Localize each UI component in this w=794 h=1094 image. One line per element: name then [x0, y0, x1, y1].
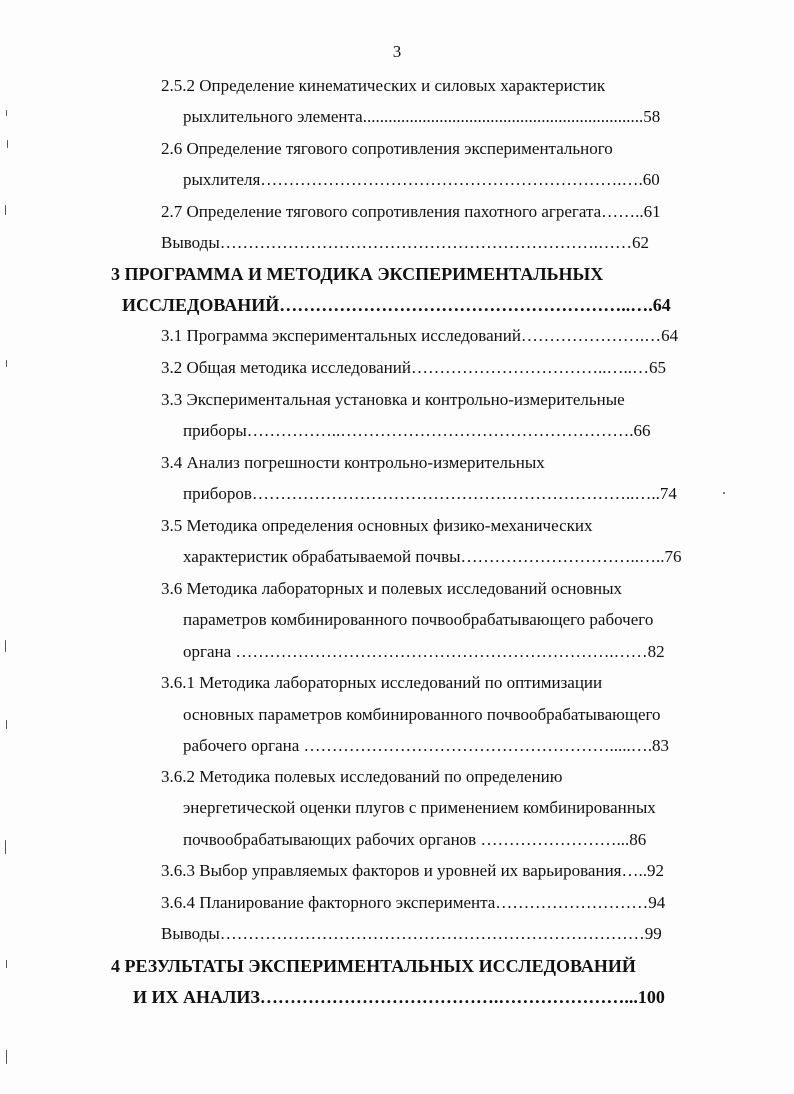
- toc-entry-3-6: 3.6 Методика лабораторных и полевых исследований основных: [161, 579, 623, 598]
- toc-entry-3-6-2-cont-2: почвообрабатывающих рабочих органов ……………………...86: [183, 830, 647, 849]
- toc-entry-3-6-2: 3.6.2 Методика полевых исследований по определению: [161, 767, 563, 786]
- scan-artifact: [6, 360, 7, 367]
- toc-entry-chapter3-conclusions: Выводы…………………………………………………………………99: [161, 924, 662, 943]
- toc-chapter-4-heading: 4 РЕЗУЛЬТАТЫ ЭКСПЕРИМЕНТАЛЬНЫХ ИССЛЕДОВАНИЙ: [111, 956, 636, 976]
- toc-entry-3-6-2-cont-1: энергетической оценки плугов с применением комбинированных: [183, 798, 656, 817]
- toc-entry-3-6-1: 3.6.1 Методика лабораторных исследований по оптимизации: [161, 673, 603, 692]
- page-number: 3: [392, 42, 402, 61]
- toc-entry-3-2: 3.2 Общая методика исследований……………………………..…..…65: [161, 358, 666, 377]
- toc-entry-2-5-2: 2.5.2 Определение кинематических и силовых характеристик: [161, 76, 606, 95]
- scan-artifact: [5, 840, 6, 854]
- scan-artifact: [7, 140, 8, 148]
- toc-entry-3-1: 3.1 Программа экспериментальных исследований………………….…64: [161, 326, 679, 345]
- toc-entry-2-5-2-cont: рыхлительного элемента..................................................................58: [183, 107, 661, 126]
- toc-entry-3-4-cont: приборов…………………………………………………………..…..74: [183, 484, 677, 503]
- toc-entry-3-6-1-cont-1: основных параметров комбинированного почвообрабатывающего: [183, 705, 661, 724]
- toc-entry-chapter2-conclusions: Выводы………………………………………………………….……62: [161, 233, 650, 252]
- toc-chapter-4-heading-cont: И ИХ АНАЛИЗ………………………………….…………………...100: [133, 987, 665, 1007]
- scan-artifact: [5, 205, 6, 215]
- toc-entry-3-5-cont: характеристик обрабатываемой почвы…………………………..…..76: [183, 547, 682, 566]
- scan-artifact: [5, 640, 6, 652]
- scan-artifact: [723, 492, 725, 494]
- scan-artifact: [6, 720, 7, 729]
- toc-chapter-3-heading: 3 ПРОГРАММА И МЕТОДИКА ЭКСПЕРИМЕНТАЛЬНЫХ: [111, 264, 604, 284]
- toc-chapter-3-heading-cont: ИССЛЕДОВАНИЙ…………………………………………………..….64: [122, 295, 671, 315]
- toc-entry-3-4: 3.4 Анализ погрешности контрольно-измерительных: [161, 453, 545, 472]
- scan-artifact: [6, 110, 7, 116]
- toc-entry-3-6-3: 3.6.3 Выбор управляемых факторов и уровней их варьирования…..92: [161, 861, 664, 880]
- toc-entry-3-3: 3.3 Экспериментальная установка и контрольно-измерительные: [161, 390, 625, 409]
- toc-entry-3-3-cont: приборы……………..…………………………………………….66: [183, 421, 651, 440]
- toc-entry-3-6-4: 3.6.4 Планирование факторного эксперимента………………………94: [161, 893, 666, 912]
- toc-entry-2-6: 2.6 Определение тягового сопротивления экспериментального: [161, 139, 613, 158]
- toc-entry-3-6-cont-2: органа ………………………………………………………….……82: [183, 642, 665, 661]
- toc-entry-2-6-cont: рыхлителя……………………………………………………….….60: [183, 170, 660, 189]
- scan-artifact: [6, 1050, 7, 1064]
- toc-entry-3-5: 3.5 Методика определения основных физико-механических: [161, 516, 593, 535]
- toc-entry-2-7: 2.7 Определение тягового сопротивления пахотного агрегата……..61: [161, 202, 661, 221]
- toc-entry-3-6-cont-1: параметров комбинированного почвообрабатывающего рабочего: [183, 610, 654, 629]
- toc-entry-3-6-1-cont-2: рабочего органа ……………………………………………….....….83: [183, 736, 670, 755]
- scan-artifact: [6, 960, 7, 968]
